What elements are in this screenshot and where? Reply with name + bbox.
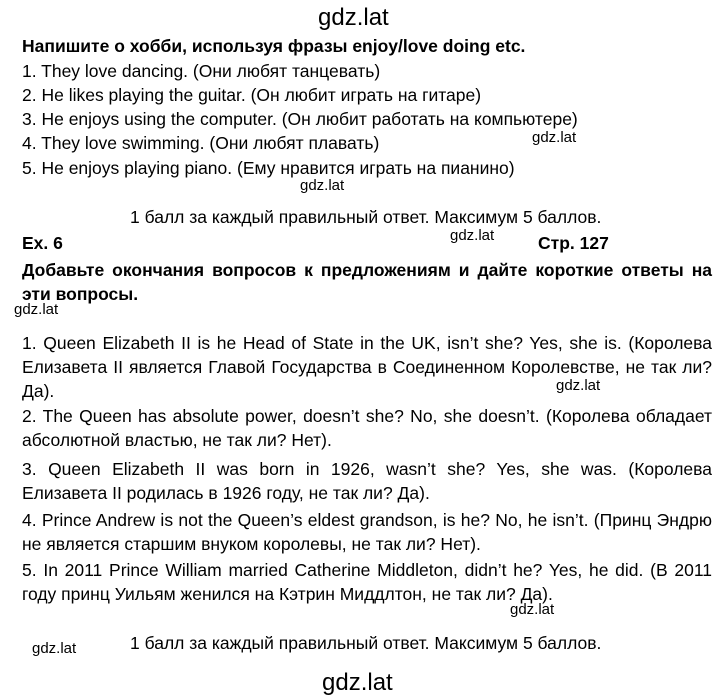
section1-heading: Напишите о хобби, используя фразы enjoy/love doing etc. [22, 36, 526, 56]
watermark-small-6: gdz.lat [510, 601, 555, 618]
section2-item-4: 4. Prince Andrew is not the Queen’s eldest grandson, is he? No, he isn’t. (Принц Эндрю не является старшим внуком королевы, не так ли? Нет). [22, 510, 712, 554]
watermark-small-1: gdz.lat [532, 129, 577, 146]
watermark-small-7: gdz.lat [32, 640, 77, 657]
section1-item-1: 1. They love dancing. (Они любят танцевать) [22, 61, 381, 81]
section1-score: 1 балл за каждый правильный ответ. Максимум 5 баллов. [130, 207, 602, 227]
watermark-top: gdz.lat [318, 4, 389, 31]
watermark-bottom: gdz.lat [322, 669, 393, 696]
section2-item-5: 5. In 2011 Prince William married Catherine Middleton, didn’t he? Yes, he did. (В 2011 году принц Уильям женился на Кэтрин Миддлтон, не так ли? Да). [22, 560, 712, 604]
section1-item-2: 2. He likes playing the guitar. (Он любит играть на гитаре) [22, 85, 482, 105]
section1-item-5: 5. He enjoys playing piano. (Ему нравится играть на пианино) [22, 158, 515, 178]
section2-score: 1 балл за каждый правильный ответ. Максимум 5 баллов. [130, 633, 602, 653]
section2-item-2: 2. The Queen has absolute power, doesn’t she? No, she doesn’t. (Королева обладает абсолютной властью, не так ли? Нет). [22, 406, 712, 450]
watermark-small-3: gdz.lat [450, 227, 495, 244]
page-number: Стр. 127 [538, 233, 609, 253]
section2-item-3: 3. Queen Elizabeth II was born in 1926, wasn’t she? Yes, she was. (Королева Елизавета II родилась в 1926 году, не так ли? Да). [22, 459, 712, 503]
exercise-number: Ex. 6 [22, 233, 63, 253]
watermark-small-4: gdz.lat [14, 301, 59, 318]
section2-heading: Добавьте окончания вопросов к предложениям и дайте короткие ответы на эти вопросы. [22, 260, 712, 304]
section2-item-1: 1. Queen Elizabeth II is he Head of State in the UK, isn’t she? Yes, she is. (Королева Елизавета II является Главой Государства в Соединенном Королевстве, не так ли? Да). [22, 333, 712, 401]
watermark-small-2: gdz.lat [300, 177, 345, 194]
section1-item-3: 3. He enjoys using the computer. (Он любит работать на компьютере) [22, 109, 578, 129]
watermark-small-5: gdz.lat [556, 377, 601, 394]
section1-item-4: 4. They love swimming. (Они любят плавать) [22, 133, 380, 153]
